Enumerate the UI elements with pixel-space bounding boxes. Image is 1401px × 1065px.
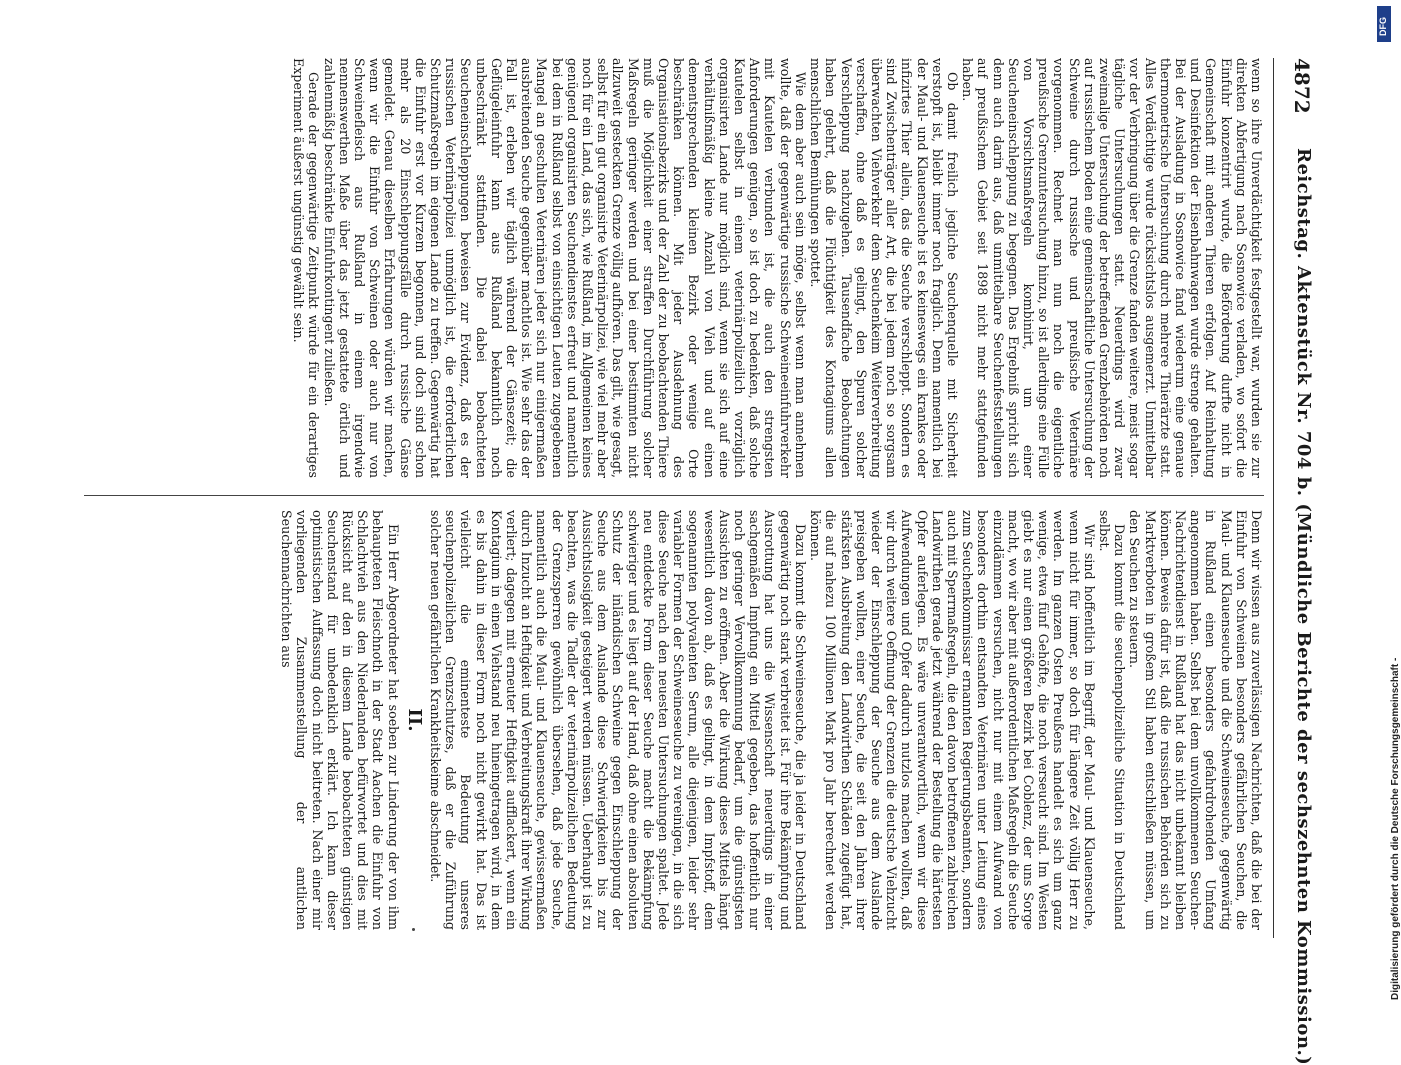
paragraph: Ob damit freilich jegliche Seuchenquelle mit Sicherheit verstopft ist, bleibt immer noch fraglich. Denn namentlich bei der Maul- und Klauenseuche ist es keineswegs ein krankes oder infizirtes Thier allein, das die Seuche verschleppt. Sondern es sind Zwischenträger aller Art, die bei jedem noch so sorgsam überwachten Viehverkehr dem Seuchenkeim Weiterverbreitung verschaffen, ohne daß es gelingt, den Spuren solcher Verschleppung nachzugehen. Tausendfache Beobachtungen haben gelehrt, daß die Flüchtigkeit des Kontagiums allen menschlichen Bemühungen spottet. xyxy=(808,58,960,478)
page-number: 4872 xyxy=(1290,58,1314,114)
digitization-credit xyxy=(1372,10,1401,1000)
rotated-page-content xyxy=(80,58,1320,1065)
right-column xyxy=(84,510,1264,930)
paragraph: Denn wir wissen aus zuverlässigen Nachrichten, daß die bei der Einfuhr von Schweinen besonders gefährlichen Seuchen, die Maul- und Klauenseuche und die Schweineseuche, gegenwärtig in Rußland einen besonders gefahrdrohenden Umfang angenommen haben. Selbst bei dem unvollkommenen Seuchen-Nachrichtendienst in Rußland hat das nicht unbekannt bleiben können. Beweis dafür ist, daß die russischen Behörden sich zu Marktverboten in großem Stil haben entschließen müssen, um den Seuchen zu steuern. xyxy=(1127,510,1264,930)
paragraph: Dazu kommt die seuchenpolizeiliche Situation in Deutschland selbst. xyxy=(1096,510,1128,930)
credit-text: Digitalisierung gefördert durch die Deutsche Forschungsgemeinschaft - xyxy=(1390,657,1401,1000)
paragraph: Ein Herr Abgeordneter hat soeben zur Linderung der von ihm behaupteten Fleischnoth in der Stadt Aachen die Einfuhr von Schlachtvieh aus den Niederlanden befürwortet und dies mit Rücksicht auf den in diesem Lande beobachteten günstigen Seuchenstand für unbedenklich erklärt. Ich kann dieser optimistischen Auffassung doch nicht beitreten. Nach einer mir vorliegenden Zusammenstellung der amtlichen Seuchennachrichten aus xyxy=(279,510,401,930)
dfg-logo-icon xyxy=(1377,6,1391,42)
section-heading: II. xyxy=(403,708,425,732)
page-title: Reichstag. Aktenstück Nr. 704 b. (Mündliche Berichte der sechszehnten Kommission.) xyxy=(1293,148,1314,1065)
paragraph: wenn so ihre Unverdächtigkeit festgestellt war, wurden sie zur direkten Abfertigung nach Sosnowice verladen, wo sofort die Einfuhr konzentrirt wurde, die Beförderung durfte nicht in Gemeinschaft mit anderen Thieren erfolgen. Auf Reinhaltung und Desinfektion der Eisenbahnwagen wurde strenge gehalten. Bei der Ausladung in Sosnowice fand wiederum eine genaue thermometrische Untersuchung durch mehrere Thierärzte statt. Alles Verdächtige wurde rücksichtslos ausgemerzt. Unmittelbar vor der Verbringung über die Grenze fanden weitere, meist sogar tägliche Untersuchungen statt. Neuerdings wird zwar zweimalige Untersuchung der betreffenden Grenzbehörden noch auf russischem Boden eine gemeinschaftliche Untersuchung der Schweine durch russische und preußische Veterinäre vorgenommen. Rechnet man nun noch die eigentliche preußische Grenzuntersuchung hinzu, so ist allerdings eine Fülle von Vorsichtsmaßregeln kombinirt, um einer Seucheneinschleppung zu begegnen. Das Ergebniß spricht sich denn auch darin aus, daß unmittelbare Seuchenfeststellungen auf preußischem Gebiet seit 1898 nicht mehr stattgefunden haben. xyxy=(960,58,1264,478)
paragraph: Gerade der gegenwärtige Zeitpunkt würde für ein derartiges Experiment äußerst ungünstig gewählt sein. xyxy=(291,58,322,478)
paragraph: Dazu kommt die Schweineseuche, die ja leider in Deutschland gegenwärtig noch stark verbreitet ist. Für ihre Bekämpfung und Ausrottung hat uns die Wissenschaft neuerdings in einer sachgemäßen Impfung ein Mittel gegeben, das hoffentlich nur noch geringer Vervollkommnung bedarf, um die günstigsten Aussichten zu eröffnen. Aber die Wirkung dieses Mittels hängt wesentlich davon ab, daß es gelingt, in dem Impfstoff, dem sogenannten polyvalenten Serum, alle diejenigen, leider sehr variabler Formen der Schweineseuche zu vereinigen, in die sich diese Seuche nach den neuesten Untersuchungen spaltet. Jede neu entdeckte Form dieser Seuche macht die Bekämpfung schwieriger und es liegt auf der Hand, daß ohne einen absoluten Schutz der inländischen Schweine gegen Einschleppung der Seuche aus dem Auslande diese Schwierigkeiten bis zur Aussichtslosigkeit gesteigert werden müssen. Ueberhaupt ist zu beachten, was die Tadler der veterinärpolizeilichen Bedeutung der Grenzsperren gewöhnlich übersehen, daß jede Seuche, namentlich auch die Maul- und Klauenseuche, gewissermaßen durch Inzucht an Heftigkeit und Verbreitungskraft ihrer Wirkung verliert; dagegen mit erneuter Heftigkeit aufflackert, wenn ein Kontagium in einen Viehstand neu hineingetragen wird, in dem es bis dahin in dieser Form noch nicht gewirkt hat. Das ist vielleicht die eminenteste Bedeutung unseres seuchenpolizeilichen Grenzschutzes, daß er die Zuführung solcher neuen gefährlichen Krankheitskeime abschneidet. xyxy=(428,510,808,930)
header-rule xyxy=(1273,58,1274,938)
logo-text: DFG xyxy=(1378,17,1388,36)
paragraph: Wie dem aber auch sein möge, selbst wenn man annehmen wollte, daß der gegenwärtige russische Schweineeinfuhrverkehr mit Kautelen verbunden ist, die auch den strengsten Anforderungen genügen, so ist doch zu bedenken, daß solche Kautelen selbst in einem veterinärpolizeilich vorzüglich organisirten Lande nur möglich sind, wenn sie sich auf eine verhältnißmäßig kleine Anzahl von Vieh und auf einen dementsprechenden kleinen Bezirk oder wenige Orte beschränken können. Mit jeder Ausdehnung des Organisationsbezirks und der Zahl der zu beobachtenden Thiere muß die Möglichkeit einer straffen Durchführung solcher Maßregeln geringer werden und bei einer bestimmten nicht allzuweit gesteckten Grenze völlig aufhören. Das gilt, wie gesagt, selbst für ein gut organisirte Veterinärpolizei, wie viel mehr aber noch für ein Land, das sich, wie Rußland, im Allgemeinen keines genügend organisirten Seuchendienstes erfreut und namentlich bei dem in Rußland selbst von einsichtigen Leuten zugegebenen Mangel an geschulten Veterinären jeder sich nur einigermaßen ausbreitenden Seuche gegenüber machtlos ist. Wie sehr das der Fall ist, erleben wir täglich während der Gänsezeit; die Geflügeleinfuhr kann aus Rußland bekanntlich noch unbeschränkt stattfinden. Die dabei beobachteten Seucheneinschleppungen beweisen zur Evidenz, daß es der russischen Veterinärpolizei unmöglich ist, die erforderlichen Schutzmaßregeln im eigenen Lande zu treffen. Gegenwärtig hat die Einfuhr erst vor Kurzem begonnen, und doch sind schon mehr als 20 Einschleppungsfälle durch russische Gänse gemeldet. Genau dieselben Erfahrungen würden wir machen, wenn wir die Einfuhr von Schweinen oder auch nur von Schweinefleisch aus Rußland in einem irgendwie nennenswerthen Maße über das jetzt gestattete örtlich und zahlenmäßig beschränkte Einfuhrkontingent zuließen. xyxy=(321,58,808,478)
column-divider xyxy=(84,495,1264,496)
page-header xyxy=(1280,58,1320,1065)
paragraph: Wir sind hoffentlich im Begriff, der Maul- und Klauenseuche, wenn nicht für immer, so doch für längere Zeit völlig Herr zu werden. Im ganzen Osten Preußens handelt es sich um ganz wenige, etwa fünf Gehöfte, die noch verseucht sind. Im Westen giebt es nur einen größeren Bezirk bei Coblenz, der uns Sorge macht, wo wir aber mit außerordentlichen Maßregeln die Seuche einzudämmen versuchen, nicht nur mit einem Aufwand von besonders dorthin entsandten Veterinären unter Leitung eines zum Seuchenkommissar ernannten Regierungsbeamten, sondern auch mit Sperrmaßregeln, die den davon betroffenen zahlreichen Landwirthen gerade jetzt während der Bestellung die härtesten Opfer auferlegen. Es wäre unverantwortlich, wenn wir diese Aufwendungen und Opfer dadurch nutzlos machen wollten, daß wir durch weitere Oeffnung der Grenzen die deutsche Viehzucht wieder der Einschleppung der Seuche aus dem Auslande preisgeben wollten, einer Seuche, die seit den Jahren ihrer stärksten Ausbreitung den Landwirthen Schäden zugefügt hat, die auf nahezu 100 Millionen Mark pro Jahr berechnet werden können. xyxy=(808,510,1097,930)
left-column xyxy=(84,58,1264,478)
scan-speck xyxy=(412,928,415,931)
